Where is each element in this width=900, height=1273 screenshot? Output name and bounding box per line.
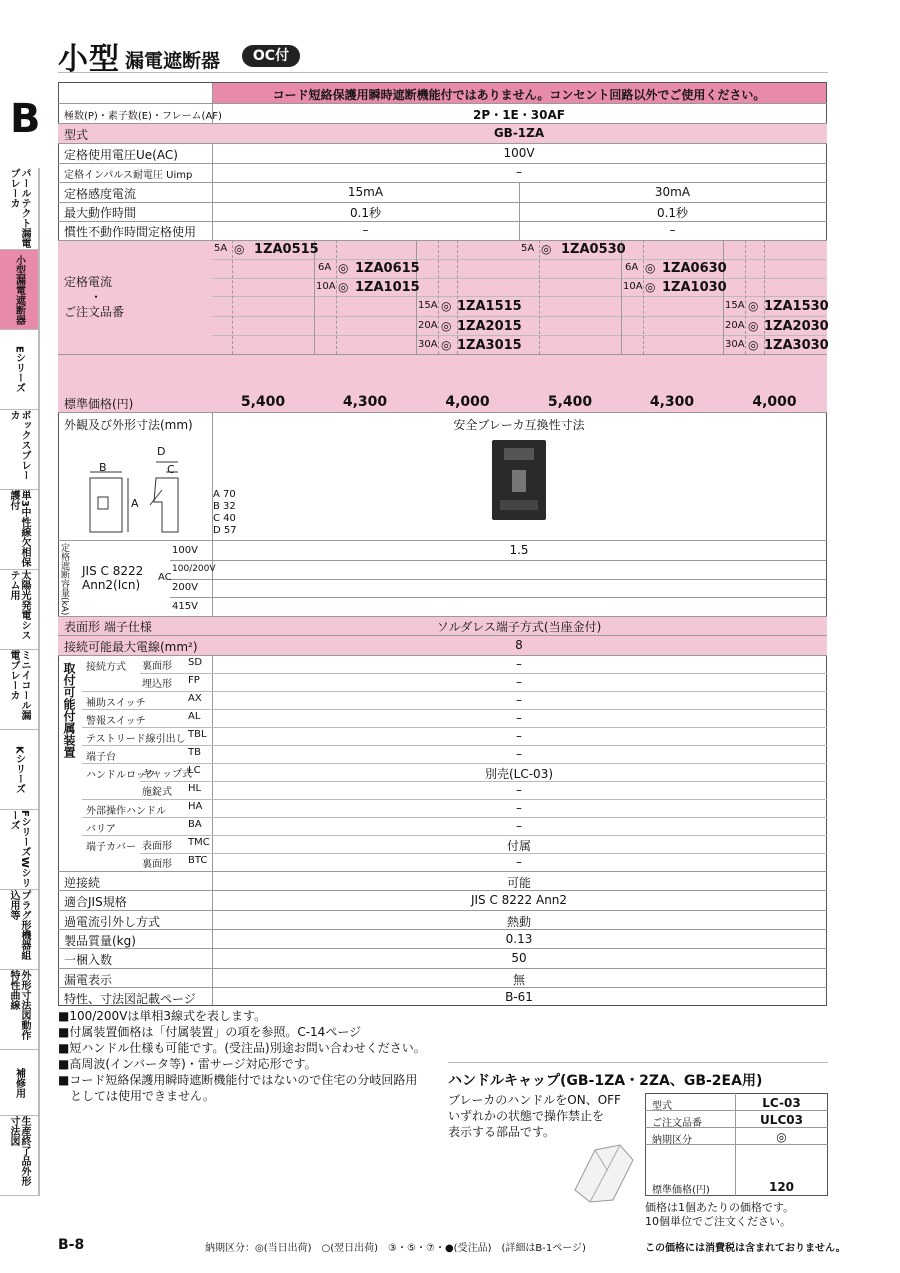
accessory-value: – bbox=[516, 801, 522, 815]
order-code-1ZA1030: 1ZA1030 bbox=[662, 280, 727, 295]
accessory-group: 補助スイッチ bbox=[86, 698, 146, 709]
page-number: B-8 bbox=[58, 1237, 85, 1253]
handle-cap-desc-1: ブレーカのハンドルをON、OFF bbox=[448, 1093, 621, 1107]
handle-cap-title: ハンドルキャップ(GB-1ZA・2ZA、GB-2EA用) bbox=[448, 1073, 763, 1089]
price-3: 4,000 bbox=[445, 394, 490, 410]
delivery-legend: 納期区分：◎(当日出荷) ○(翌日出荷) ③・⑤・⑦・●(受注品) (詳細はB-1ページ) bbox=[205, 1243, 586, 1254]
accessory-value: – bbox=[516, 657, 522, 671]
accessory-value: 別売(LC-03) bbox=[484, 767, 554, 781]
accessory-value: – bbox=[516, 729, 522, 743]
handle-cap-order: ULC03 bbox=[760, 1113, 803, 1127]
accessory-code: SD bbox=[188, 657, 203, 668]
order-code-1ZA3030: 1ZA3030 bbox=[764, 338, 829, 353]
accessory-value: 付属 bbox=[506, 839, 531, 853]
tab-discontinued[interactable]: 生産終了品外形寸法図 bbox=[0, 1116, 40, 1196]
accessory-code: TBL bbox=[188, 729, 207, 740]
order-code-1ZA2030: 1ZA2030 bbox=[764, 319, 829, 334]
poles-label: 極数(P)・素子数(E)・フレーム(AF) bbox=[64, 111, 222, 122]
accessory-value: – bbox=[516, 747, 522, 761]
accessory-value: – bbox=[516, 675, 522, 689]
spec-label: 逆接続 bbox=[64, 876, 101, 890]
sensitivity-15: 15mA bbox=[347, 185, 384, 199]
note-4: ■高周波(インバータ等)・雷サージ対応形です。 bbox=[58, 1057, 317, 1071]
order-code-1ZA0515: 1ZA0515 bbox=[254, 242, 319, 257]
accessory-code: HL bbox=[188, 783, 202, 794]
note-3: ■短ハンドル仕様も可能です。(受注品)別途お問い合わせください。 bbox=[58, 1041, 426, 1055]
time-15: 0.1秒 bbox=[349, 206, 382, 220]
tab-fw-series[interactable]: FシリーズWシリーズ bbox=[0, 810, 40, 890]
page-title: 小型 bbox=[58, 42, 120, 77]
order-code-1ZA1515: 1ZA1515 bbox=[457, 299, 522, 314]
accessory-value: – bbox=[516, 819, 522, 833]
price-1: 5,400 bbox=[240, 394, 286, 410]
spec-label: 過電流引外し方式 bbox=[64, 915, 161, 929]
tax-note: この価格には消費税は含まれておりません。 bbox=[645, 1243, 846, 1254]
accessory-name: 裏面形 bbox=[142, 661, 172, 672]
dim-a: A 70 bbox=[213, 489, 236, 500]
accessory-code: TB bbox=[188, 747, 201, 758]
spec-value: 無 bbox=[512, 973, 525, 987]
current-dot: ・ bbox=[90, 290, 103, 304]
accessory-group: 接続方式 bbox=[86, 662, 126, 673]
accessory-vert: 取付可能付属装置 bbox=[62, 662, 76, 758]
accessory-code: AX bbox=[188, 693, 202, 704]
accessory-group: ハンドルロック bbox=[86, 770, 156, 781]
note-5: ■コード短絡保護用瞬時遮断機能付ではないので住宅の分岐回路用 bbox=[58, 1073, 418, 1087]
accessory-name: キャップ式 bbox=[142, 769, 192, 780]
inertia-label: 慣性不動作時間定格使用 bbox=[64, 225, 197, 239]
poles-value: 2P・1E・30AF bbox=[473, 108, 565, 122]
accessory-name: 表面形 bbox=[142, 841, 172, 852]
price-2: 4,300 bbox=[342, 394, 388, 410]
accessory-value: – bbox=[516, 711, 522, 725]
inertia-30: – bbox=[669, 223, 676, 237]
spec-label: 一梱入数 bbox=[64, 953, 113, 967]
ue-label: 定格使用電圧Ue(AC) bbox=[64, 148, 178, 162]
accessory-value: – bbox=[516, 693, 522, 707]
order-code-1ZA2015: 1ZA2015 bbox=[457, 319, 522, 334]
accessory-group: 端子カバー bbox=[86, 842, 136, 853]
section-letter: B bbox=[10, 96, 41, 142]
price-4: 5,400 bbox=[547, 394, 593, 410]
handle-cap-desc-3: 表示する部品です。 bbox=[448, 1125, 556, 1139]
note-6: としては使用できません。 bbox=[58, 1089, 215, 1103]
accessory-name: 埋込形 bbox=[142, 679, 172, 690]
current-label: 定格電流 bbox=[64, 275, 113, 289]
tab-phase-loss[interactable]: 単3中性線欠相保護付 bbox=[0, 490, 40, 570]
breaking-vert: 定格遮断容量(kA) bbox=[59, 543, 69, 616]
terminal-label: 表面形 端子仕様 bbox=[64, 620, 152, 634]
spec-label: 漏電表示 bbox=[64, 973, 113, 987]
handle-cap-delivery: ◎ bbox=[776, 1130, 787, 1144]
dim-label: 外観及び外形寸法(mm) bbox=[64, 418, 193, 432]
handle-cap-price: 120 bbox=[768, 1180, 795, 1194]
dim-b: B 32 bbox=[213, 501, 236, 512]
tab-solar[interactable]: 太陽光発電システム用 bbox=[0, 570, 40, 650]
tab-paletect[interactable]: パールテクト漏電ブレーカ bbox=[0, 168, 40, 250]
handle-cap-desc-2: いずれかの状態で操作禁止を bbox=[448, 1109, 605, 1123]
spec-value: 50 bbox=[511, 951, 527, 965]
time-30: 0.1秒 bbox=[656, 206, 689, 220]
ue-value: 100V bbox=[503, 146, 535, 160]
accessory-group: 警報スイッチ bbox=[86, 716, 146, 727]
accessory-group: テストリード線引出し bbox=[86, 734, 186, 745]
dim-c: C 40 bbox=[213, 513, 236, 524]
tab-plug[interactable]: プラグ形機器組込用等 bbox=[0, 890, 40, 970]
uimp-value: – bbox=[516, 165, 522, 179]
tab-mini-equal[interactable]: ミニイコール漏電ブレーカ bbox=[0, 650, 40, 730]
accessory-group: 外部操作ハンドル bbox=[86, 806, 166, 817]
accessory-code: LC bbox=[188, 765, 201, 776]
price-6: 4,000 bbox=[752, 394, 797, 410]
dimension-drawing bbox=[80, 440, 210, 540]
model-label: 型式 bbox=[64, 128, 89, 142]
price-label: 標準価格(円) bbox=[64, 397, 134, 411]
spec-value: 0.13 bbox=[505, 932, 533, 946]
handle-cap-note-2: 10個単位でご注文ください。 bbox=[645, 1215, 791, 1228]
accessory-value: – bbox=[516, 855, 522, 869]
warning-banner-text: コード短絡保護用瞬時遮断機能付ではありません。コンセント回路以外でご使用ください。 bbox=[272, 88, 766, 102]
spec-value: 可能 bbox=[506, 876, 531, 890]
handle-cap-model: LC-03 bbox=[762, 1096, 801, 1110]
spec-value: JIS C 8222 Ann2 bbox=[470, 893, 568, 907]
order-code-1ZA1530: 1ZA1530 bbox=[764, 299, 829, 314]
wire-value: 8 bbox=[515, 638, 523, 652]
model-value: GB-1ZA bbox=[493, 126, 545, 140]
handle-cap-note-1: 価格は1個あたりの価格です。 bbox=[645, 1201, 795, 1214]
tab-e-series[interactable]: Eシリーズ bbox=[0, 330, 40, 410]
accessory-code: FP bbox=[188, 675, 200, 686]
breaking-100v: 1.5 bbox=[509, 543, 529, 557]
uimp-label: 定格インパルス耐電圧 Uimp bbox=[64, 170, 193, 181]
accessory-value: – bbox=[516, 783, 522, 797]
time-label: 最大動作時間 bbox=[64, 206, 137, 220]
accessory-name: 施錠式 bbox=[142, 787, 172, 798]
order-code-1ZA1015: 1ZA1015 bbox=[355, 280, 420, 295]
spec-label: 特性、寸法図記載ページ bbox=[64, 992, 196, 1006]
order-code-1ZA0530: 1ZA0530 bbox=[561, 242, 626, 257]
spec-value: B-61 bbox=[505, 990, 533, 1004]
wire-label: 接続可能最大電線(mm²) bbox=[64, 640, 198, 654]
note-1: ■100/200Vは単相3線式を表します。 bbox=[58, 1009, 267, 1023]
price-5: 4,300 bbox=[649, 394, 695, 410]
order-code-1ZA0630: 1ZA0630 bbox=[662, 261, 727, 276]
header-rule bbox=[58, 72, 828, 73]
order-no-label: ご注文品番 bbox=[64, 305, 125, 319]
spec-label: 製品質量(kg) bbox=[64, 934, 136, 948]
terminal-value: ソルダレス端子方式(当座金付) bbox=[436, 620, 602, 634]
inertia-15: – bbox=[362, 223, 369, 237]
sensitivity-label: 定格感度電流 bbox=[64, 187, 137, 201]
order-code-1ZA3015: 1ZA3015 bbox=[457, 338, 522, 353]
dim-d: D 57 bbox=[213, 525, 237, 536]
spec-label: 適合JIS規格 bbox=[64, 895, 127, 909]
tab-dimensions[interactable]: 外形寸法図動作特性曲線 bbox=[0, 970, 40, 1050]
sensitivity-30: 30mA bbox=[654, 185, 691, 199]
accessory-group: バリア bbox=[86, 824, 116, 835]
accessory-group: 端子台 bbox=[86, 752, 116, 763]
note-2: ■付属装置価格は「付属装置」の項を参照。C-14ページ bbox=[58, 1025, 362, 1039]
spec-value: 熱動 bbox=[506, 915, 531, 929]
accessory-name: 裏面形 bbox=[142, 859, 172, 870]
accessory-code: BA bbox=[188, 819, 202, 830]
oc-badge: OC付 bbox=[242, 45, 300, 67]
tab-small-elcb[interactable]: 小型漏電遮断器 bbox=[0, 250, 40, 330]
tab-repair[interactable]: 補修用 bbox=[0, 1050, 40, 1116]
accessory-code: BTC bbox=[188, 855, 208, 866]
accessory-code: AL bbox=[188, 711, 201, 722]
page-subtitle: 漏電遮断器 bbox=[125, 50, 221, 72]
tab-box-breaker[interactable]: ボックスブレーカ bbox=[0, 410, 40, 490]
tab-k-series[interactable]: Kシリーズ bbox=[0, 730, 40, 810]
order-code-1ZA0615: 1ZA0615 bbox=[355, 261, 420, 276]
dim-compat: 安全ブレーカ互換性寸法 bbox=[453, 418, 585, 432]
handle-cap-image bbox=[565, 1140, 640, 1205]
product-photo bbox=[492, 440, 546, 520]
accessory-code: TMC bbox=[188, 837, 210, 848]
accessory-code: HA bbox=[188, 801, 203, 812]
